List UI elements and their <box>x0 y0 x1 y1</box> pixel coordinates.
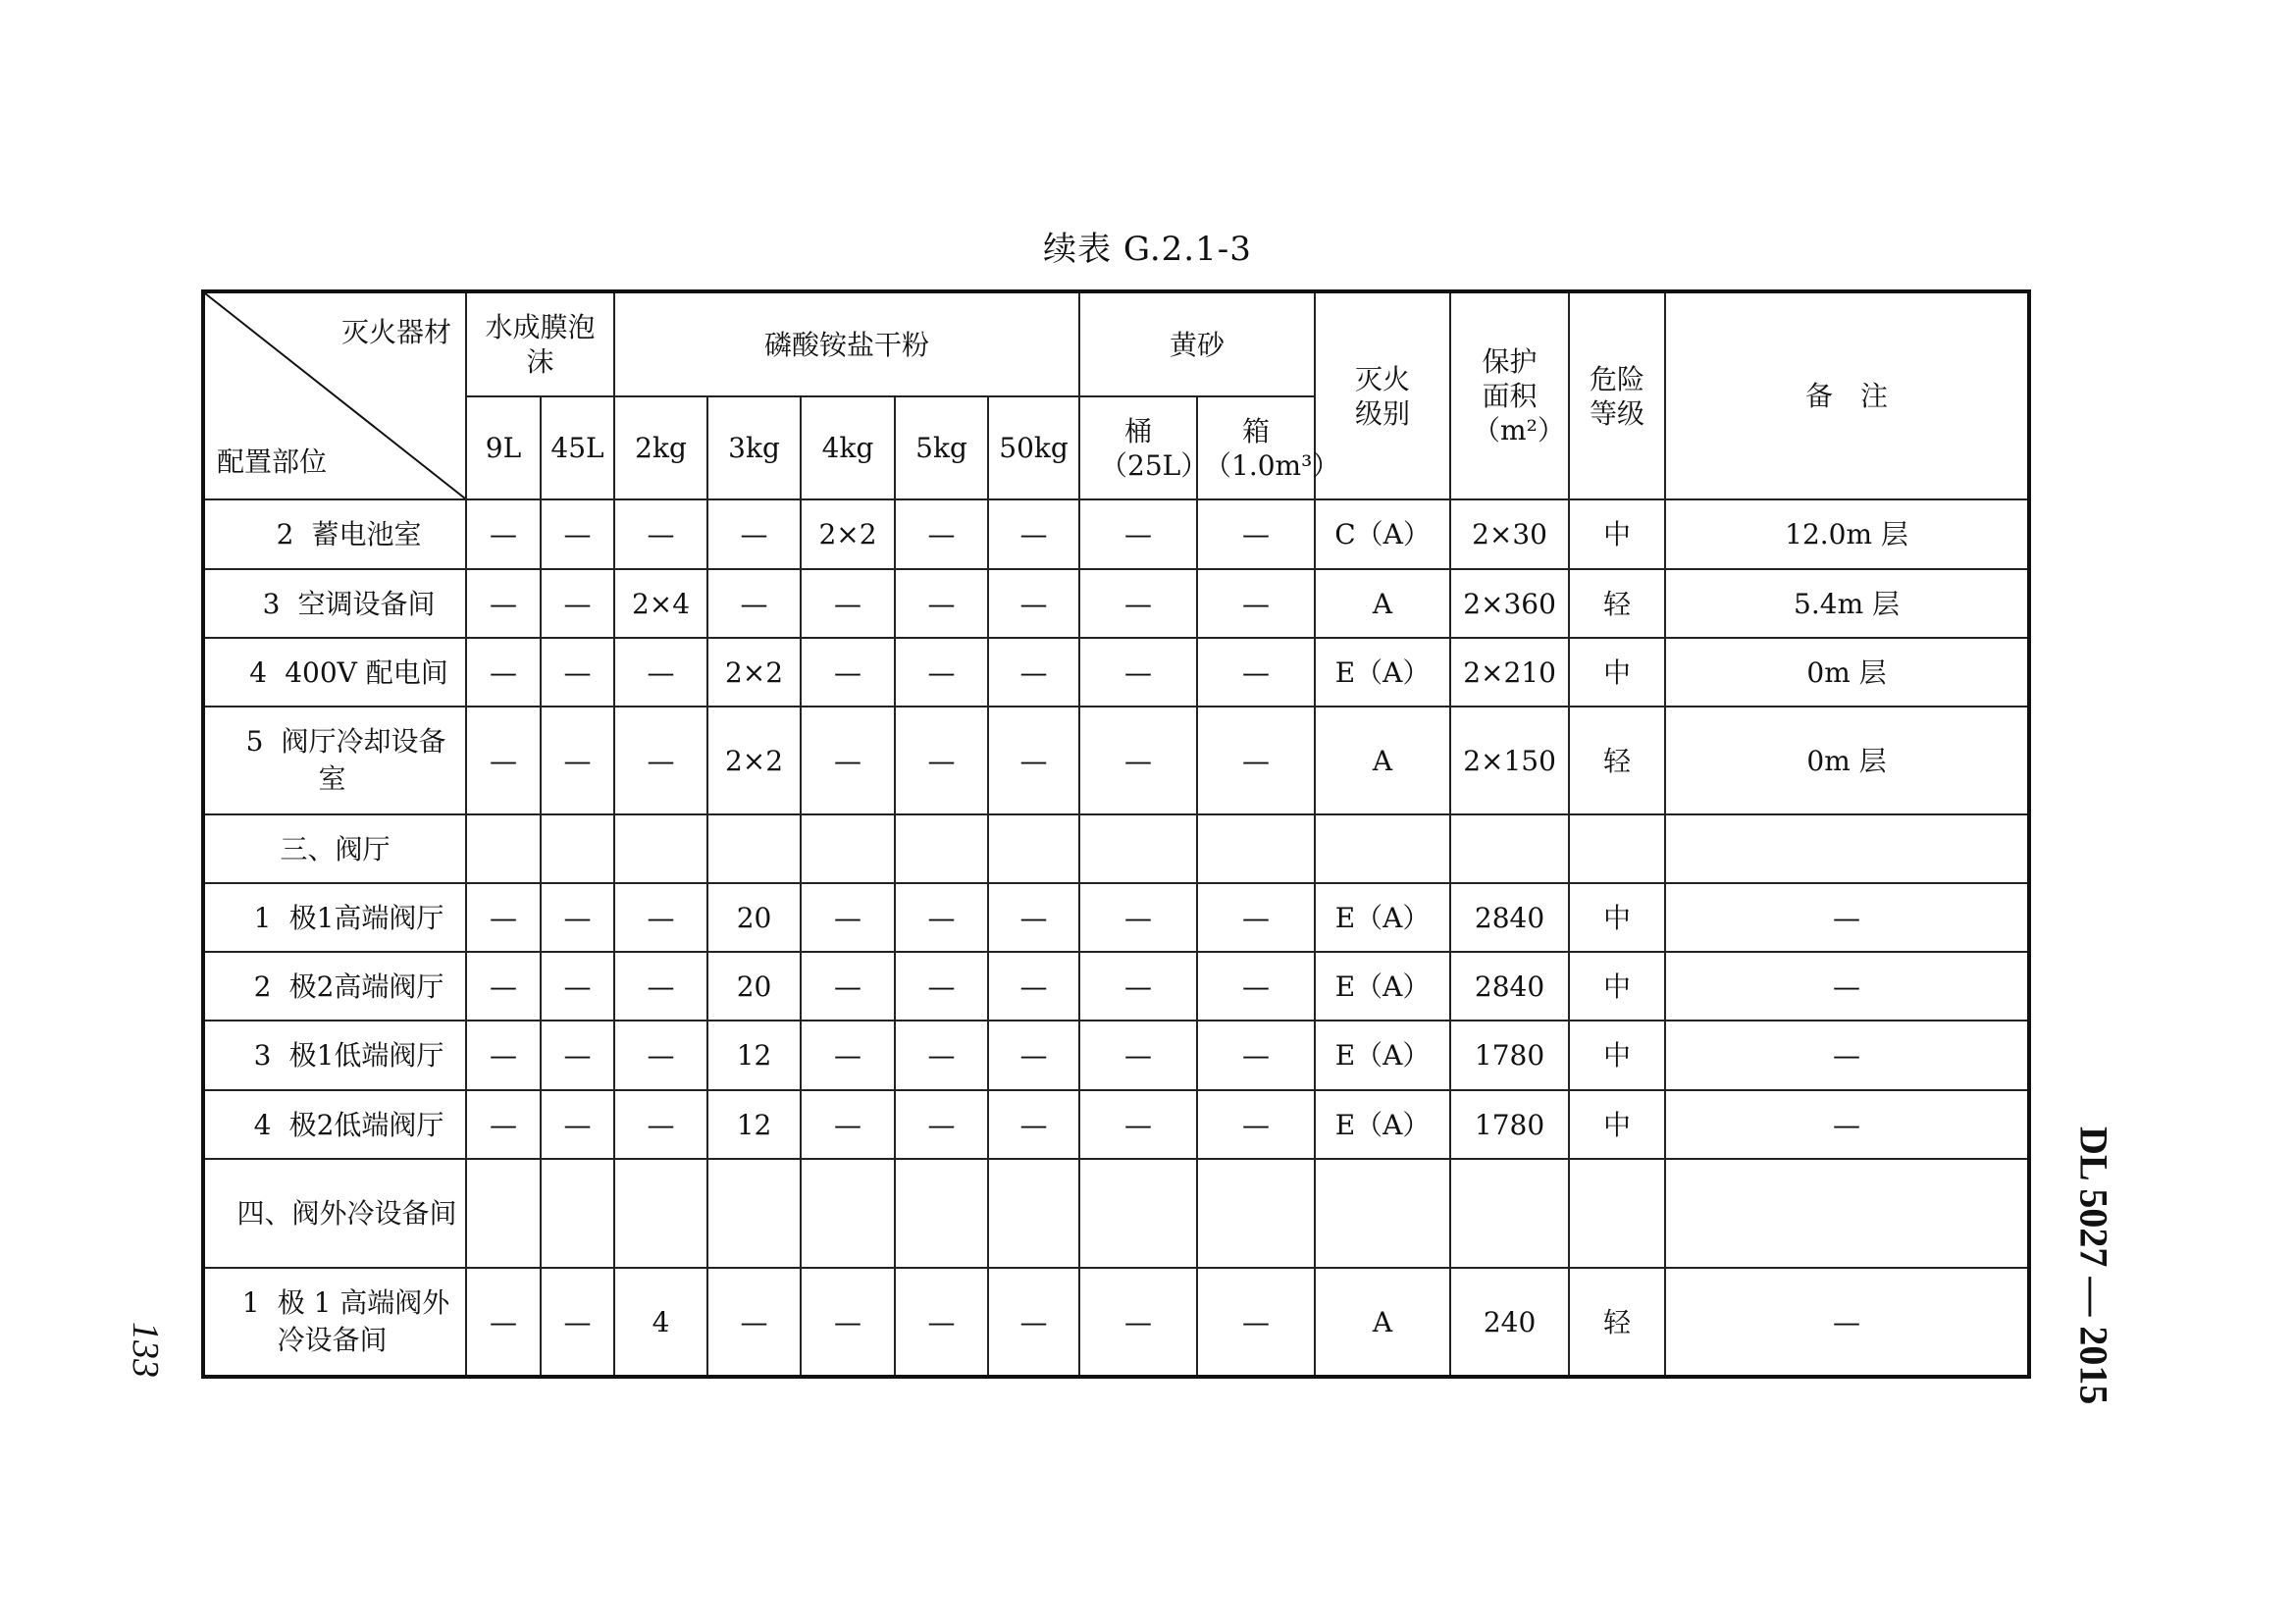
hazard-cell: 中 <box>1569 638 1665 707</box>
location-name: 阀厅冷却设备室 <box>281 725 446 795</box>
class-cell: E（A） <box>1315 1021 1450 1090</box>
sub-header: 9L <box>466 396 541 499</box>
class-cell: A <box>1315 707 1450 814</box>
page-number-text: 133 <box>125 1321 166 1378</box>
location-name: 蓄电池室 <box>311 518 422 550</box>
cell: — <box>614 1021 707 1090</box>
class-cell: E（A） <box>1315 952 1450 1021</box>
cell: — <box>466 1090 541 1159</box>
table-row <box>203 569 2029 638</box>
sub-header: 45L <box>541 396 614 499</box>
cell: — <box>541 569 614 638</box>
cell: — <box>1197 499 1315 569</box>
table-row <box>203 1268 2029 1377</box>
cell: — <box>1079 569 1197 638</box>
header-note: 备 注 <box>1665 291 2029 499</box>
cell: — <box>614 883 707 952</box>
cell: — <box>988 883 1079 952</box>
cell: — <box>541 1021 614 1090</box>
cell: — <box>1079 952 1197 1021</box>
sub-header: 4kg <box>801 396 895 499</box>
cell: — <box>1079 1021 1197 1090</box>
cell: — <box>801 1090 895 1159</box>
cell: — <box>988 707 1079 814</box>
cell: — <box>801 707 895 814</box>
sub-header: 桶（25L） <box>1079 396 1197 499</box>
cell: — <box>1197 569 1315 638</box>
cell: — <box>801 638 895 707</box>
cell: — <box>895 1090 988 1159</box>
row-number: 4 <box>249 655 268 689</box>
row-number: 2 <box>276 518 294 550</box>
cell: 4 <box>614 1268 707 1377</box>
cell: — <box>895 1268 988 1377</box>
cell: — <box>541 499 614 569</box>
location-name: 极1高端阀厅 <box>288 901 444 934</box>
header-foam: 水成膜泡沫 <box>466 291 614 396</box>
cell: — <box>801 569 895 638</box>
hazard-cell: 中 <box>1569 1090 1665 1159</box>
cell: — <box>614 707 707 814</box>
header-sand: 黄砂 <box>1079 291 1315 396</box>
cell: — <box>1079 707 1197 814</box>
cell: — <box>614 638 707 707</box>
area-cell: 1780 <box>1450 1090 1569 1159</box>
cell: 12 <box>707 1021 801 1090</box>
standard-code <box>2064 1099 2123 1433</box>
area-cell: 2×30 <box>1450 499 1569 569</box>
row-number: 4 <box>253 1108 272 1141</box>
cell: — <box>541 952 614 1021</box>
cell: — <box>801 952 895 1021</box>
hazard-cell: 轻 <box>1569 1268 1665 1377</box>
section-label: 三、阀厅 <box>203 814 466 883</box>
cell: — <box>988 952 1079 1021</box>
cell: — <box>1197 707 1315 814</box>
table-row <box>203 707 2029 814</box>
cell: — <box>1197 1268 1315 1377</box>
sub-header: 3kg <box>707 396 801 499</box>
cell: — <box>614 952 707 1021</box>
standard-code-text: DL 5027 — 2015 <box>2071 1126 2116 1405</box>
header-powder: 磷酸铵盐干粉 <box>614 291 1079 396</box>
cell: — <box>895 569 988 638</box>
cell: 20 <box>707 952 801 1021</box>
cell: — <box>1079 1268 1197 1377</box>
cell: — <box>466 569 541 638</box>
table-row <box>203 1021 2029 1090</box>
cell: — <box>801 1021 895 1090</box>
note-cell: — <box>1665 952 2029 1021</box>
cell: — <box>801 1268 895 1377</box>
area-cell: 2×150 <box>1450 707 1569 814</box>
cell: — <box>1079 1090 1197 1159</box>
section-label: 四、阀外冷设备间 <box>203 1159 466 1268</box>
hazard-cell: 中 <box>1569 1021 1665 1090</box>
cell: — <box>466 499 541 569</box>
cell: — <box>988 1021 1079 1090</box>
section-row <box>203 1159 2029 1268</box>
header-class: 灭火级别 <box>1315 291 1450 499</box>
cell: — <box>1079 638 1197 707</box>
class-cell: A <box>1315 569 1450 638</box>
cell: — <box>466 707 541 814</box>
cell: — <box>988 638 1079 707</box>
area-cell: 2×360 <box>1450 569 1569 638</box>
location-name: 极1低端阀厅 <box>288 1039 444 1072</box>
cell: — <box>466 1268 541 1377</box>
row-number: 3 <box>262 587 281 620</box>
cell: — <box>895 638 988 707</box>
area-cell: 2×210 <box>1450 638 1569 707</box>
cell: 2×2 <box>707 707 801 814</box>
corner-bottom-label: 配置部位 <box>217 445 328 478</box>
hazard-cell: 轻 <box>1569 569 1665 638</box>
cell: — <box>801 883 895 952</box>
note-cell: 0m 层 <box>1665 707 2029 814</box>
table-row <box>203 638 2029 707</box>
cell: — <box>1197 638 1315 707</box>
location-name: 极2低端阀厅 <box>288 1108 444 1141</box>
table-row <box>203 499 2029 569</box>
table-row <box>203 883 2029 952</box>
corner-header <box>203 291 466 499</box>
cell: 2×4 <box>614 569 707 638</box>
row-number: 1 <box>253 901 272 934</box>
area-cell: 2840 <box>1450 952 1569 1021</box>
area-cell: 2840 <box>1450 883 1569 952</box>
location-name: 极 1 高端阀外冷设备间 <box>277 1286 450 1356</box>
location-name: 极2高端阀厅 <box>288 969 444 1003</box>
cell: — <box>541 1268 614 1377</box>
cell: — <box>988 499 1079 569</box>
cell: — <box>466 952 541 1021</box>
hazard-cell: 轻 <box>1569 707 1665 814</box>
cell: 12 <box>707 1090 801 1159</box>
header-area: 保护面积（m²） <box>1450 291 1569 499</box>
cell: — <box>1197 883 1315 952</box>
cell: — <box>541 1090 614 1159</box>
cell: — <box>988 1090 1079 1159</box>
cell: — <box>1197 952 1315 1021</box>
cell: — <box>895 1021 988 1090</box>
table-row <box>203 952 2029 1021</box>
cell: — <box>1079 883 1197 952</box>
note-cell: — <box>1665 1268 2029 1377</box>
cell: — <box>895 883 988 952</box>
cell: — <box>614 1090 707 1159</box>
sub-header: 50kg <box>988 396 1079 499</box>
page-number <box>116 1305 175 1393</box>
location-name: 空调设备间 <box>297 587 436 620</box>
row-number: 3 <box>253 1039 272 1072</box>
cell: — <box>466 1021 541 1090</box>
cell: — <box>988 1268 1079 1377</box>
cell: — <box>1197 1021 1315 1090</box>
note-cell: — <box>1665 1090 2029 1159</box>
cell: — <box>541 707 614 814</box>
extinguisher-table <box>201 289 2031 1379</box>
class-cell: C（A） <box>1315 499 1450 569</box>
area-cell: 240 <box>1450 1268 1569 1377</box>
location-name: 400V 配电间 <box>285 655 448 689</box>
sub-header: 2kg <box>614 396 707 499</box>
cell: — <box>466 638 541 707</box>
cell: — <box>541 883 614 952</box>
row-number: 1 <box>241 1286 260 1320</box>
cell: — <box>988 569 1079 638</box>
row-number: 2 <box>253 969 272 1003</box>
hazard-cell: 中 <box>1569 499 1665 569</box>
cell: — <box>466 883 541 952</box>
class-cell: E（A） <box>1315 638 1450 707</box>
cell: — <box>1079 499 1197 569</box>
note-cell: 12.0m 层 <box>1665 499 2029 569</box>
table-row <box>203 1090 2029 1159</box>
cell: — <box>895 707 988 814</box>
cell: — <box>614 499 707 569</box>
cell: — <box>707 569 801 638</box>
cell: 2×2 <box>801 499 895 569</box>
sub-header: 5kg <box>895 396 988 499</box>
corner-top-label: 灭火器材 <box>340 316 451 348</box>
sub-header: 箱（1.0m³） <box>1197 396 1315 499</box>
class-cell: E（A） <box>1315 883 1450 952</box>
note-cell: 0m 层 <box>1665 638 2029 707</box>
area-cell: 1780 <box>1450 1021 1569 1090</box>
cell: — <box>707 499 801 569</box>
header-hazard: 危险等级 <box>1569 291 1665 499</box>
class-cell: A <box>1315 1268 1450 1377</box>
hazard-cell: 中 <box>1569 952 1665 1021</box>
class-cell: E（A） <box>1315 1090 1450 1159</box>
section-row <box>203 814 2029 883</box>
note-cell: — <box>1665 1021 2029 1090</box>
cell: — <box>541 638 614 707</box>
cell: — <box>895 952 988 1021</box>
note-cell: — <box>1665 883 2029 952</box>
cell: 20 <box>707 883 801 952</box>
cell: — <box>707 1268 801 1377</box>
note-cell: 5.4m 层 <box>1665 569 2029 638</box>
cell: 2×2 <box>707 638 801 707</box>
row-number: 5 <box>245 725 264 759</box>
table-caption: 续表 G.2.1-3 <box>1043 230 1252 269</box>
cell: — <box>1197 1090 1315 1159</box>
cell: — <box>895 499 988 569</box>
hazard-cell: 中 <box>1569 883 1665 952</box>
